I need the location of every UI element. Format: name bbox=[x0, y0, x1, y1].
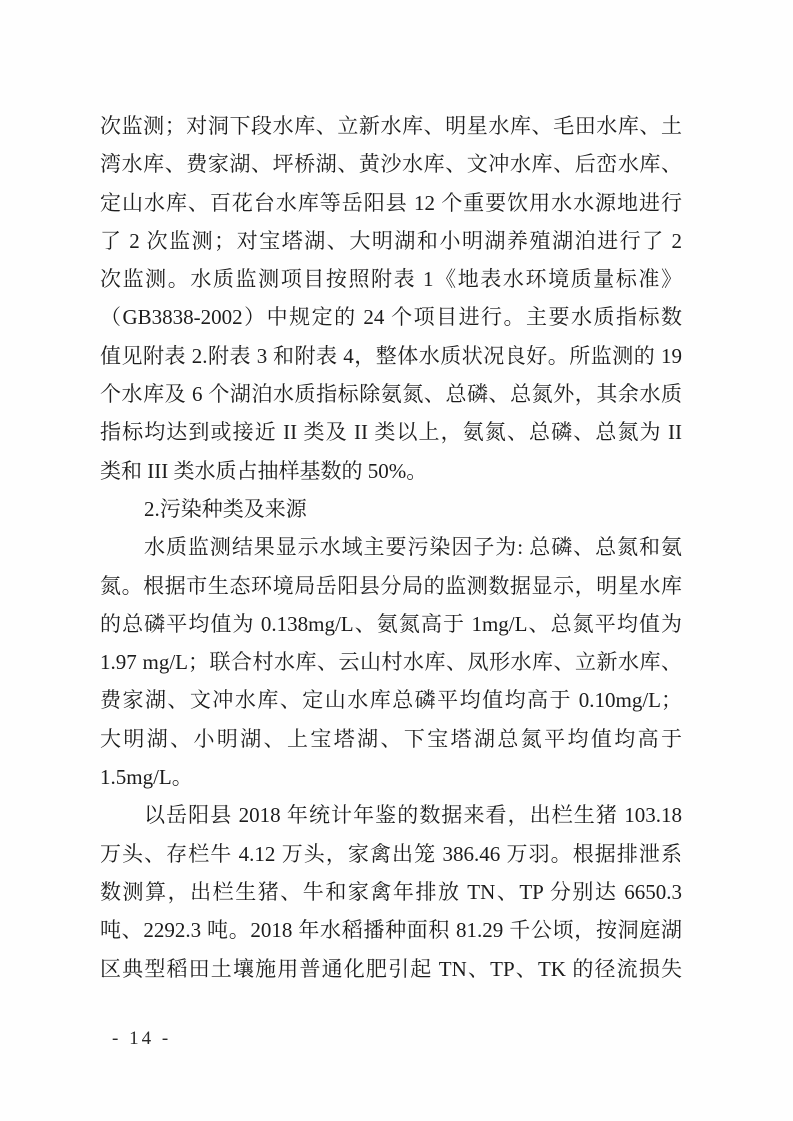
section-heading-pollution-types: 2.污染种类及来源 bbox=[144, 496, 307, 521]
text-line: 次监测；对洞下段水库、立新水库、明星水库、毛田水库、土 bbox=[100, 114, 682, 138]
text-line: 吨、2292.3 吨。2018 年水稻播种面积 81.29 千公顷，按洞庭湖 bbox=[100, 918, 682, 943]
text-line: 水质监测结果显示水域主要污染因子为: 总磷、总氮和氨 bbox=[144, 535, 682, 560]
text-line: 指标均达到或接近 II 类及 II 类以上，氨氮、总磷、总氮为 II bbox=[100, 420, 682, 445]
text-line: 万头、存栏牛 4.12 万头，家禽出笼 386.46 万羽。根据排泄系 bbox=[100, 841, 682, 866]
text-line: 1.5mg/L。 bbox=[100, 765, 193, 790]
text-line: 区典型稻田土壤施用普通化肥引起 TN、TP、TK 的径流损失 bbox=[100, 956, 682, 981]
page-number: - 14 - bbox=[112, 1028, 172, 1049]
text-line: 以岳阳县 2018 年统计年鉴的数据来看，出栏生猪 103.18 bbox=[144, 803, 682, 828]
text-line: 了 2 次监测；对宝塔湖、大明湖和小明湖养殖湖泊进行了 2 bbox=[100, 228, 682, 253]
text-line: 个水库及 6 个湖泊水质指标除氨氮、总磷、总氮外，其余水质 bbox=[100, 382, 682, 407]
text-line: 费家湖、文冲水库、定山水库总磷平均值均高于 0.10mg/L； bbox=[100, 688, 682, 713]
text-line: 数测算，出栏生猪、牛和家禽年排放 TN、TP 分别达 6650.3 bbox=[100, 879, 682, 904]
text-line: 湾水库、费家湖、坪桥湖、黄沙水库、文冲水库、后峦水库、 bbox=[100, 152, 682, 177]
body-text bbox=[100, 107, 682, 988]
text-line: 的总磷平均值为 0.138mg/L、氨氮高于 1mg/L、总氮平均值为 bbox=[100, 611, 682, 636]
text-line: （GB3838-2002）中规定的 24 个项目进行。主要水质指标数 bbox=[100, 305, 682, 330]
text-line: 大明湖、小明湖、上宝塔湖、下宝塔湖总氮平均值均高于 bbox=[100, 726, 682, 751]
text-line: 氮。根据市生态环境局岳阳县分局的监测数据显示，明星水库 bbox=[100, 573, 682, 598]
text-line: 次监测。水质监测项目按照附表 1《地表水环境质量标准》 bbox=[100, 267, 682, 292]
text-line: 定山水库、百花台水库等岳阳县 12 个重要饮用水水源地进行 bbox=[100, 190, 682, 215]
text-line: 1.97 mg/L；联合村水库、云山村水库、凤形水库、立新水库、 bbox=[100, 650, 682, 675]
text-line: 类和 III 类水质占抽样基数的 50%。 bbox=[100, 458, 428, 483]
text-line: 值见附表 2.附表 3 和附表 4，整体水质状况良好。所监测的 19 bbox=[100, 343, 682, 368]
